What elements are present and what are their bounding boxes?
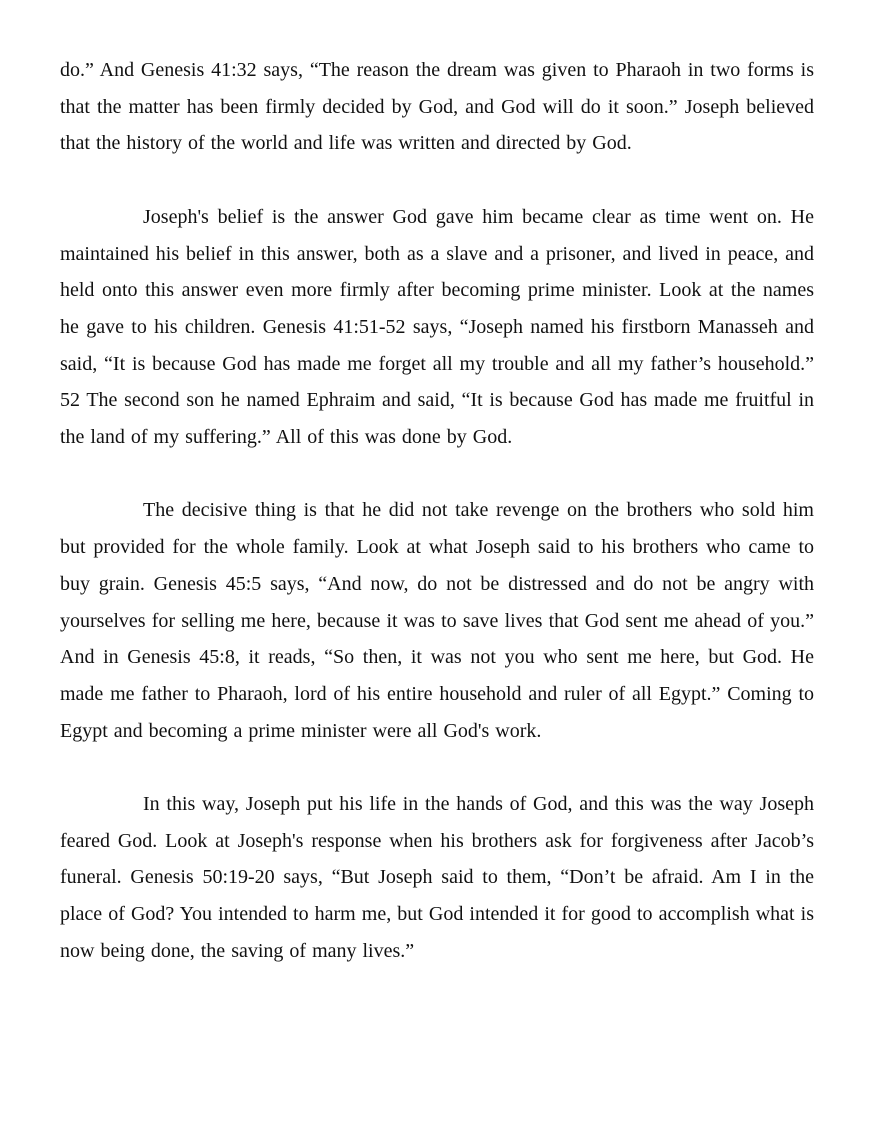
paragraph-fear-of-god: In this way, Joseph put his life in the hands of God, and this was the way Joseph feared God. Look at Joseph's response when his brothers ask for forgiveness after Jacob’s funeral. Genesis 50:19-20 says, “But Joseph said to them, “Don’t be afraid. Am I in the place of God? You intended to harm me, but God intended it for good to accomplish what is now being done, the saving of many lives.” xyxy=(60,793,814,962)
paragraph-continued: do.” And Genesis 41:32 says, “The reason the dream was given to Pharaoh in two forms is that the matter has been firmly decided by God, and God will do it soon.” Joseph believed that the history of the world and life was written and directed by God. xyxy=(60,59,814,155)
paragraph-no-revenge: The decisive thing is that he did not take revenge on the brothers who sold him but provided for the whole family. Look at what Joseph said to his brothers who came to buy grain. Genesis 45:5 says, “And now, do not be distressed and do not be angry with yourselves for selling me here, because it was to save lives that God sent me ahead of you.” And in Genesis 45:8, it reads, “So then, it was not you who sent me here, but God. He made me father to Pharaoh, lord of his entire household and ruler of all Egypt.” Coming to Egypt and becoming a prime minister were all God's work. xyxy=(60,499,814,742)
paragraph-josephs-belief: Joseph's belief is the answer God gave him became clear as time went on. He maintained his belief in this answer, both as a slave and a prisoner, and lived in peace, and held onto this answer even more firmly after becoming prime minister. Look at the names he gave to his children. Genesis 41:51-52 says, “Joseph named his firstborn Manasseh and said, “It is because God has made me forget all my trouble and all my father’s household.” 52 The second son he named Ephraim and said, “It is because God has made me fruitful in the land of my suffering.” All of this was done by God. xyxy=(60,205,814,449)
document-page xyxy=(60,52,814,970)
